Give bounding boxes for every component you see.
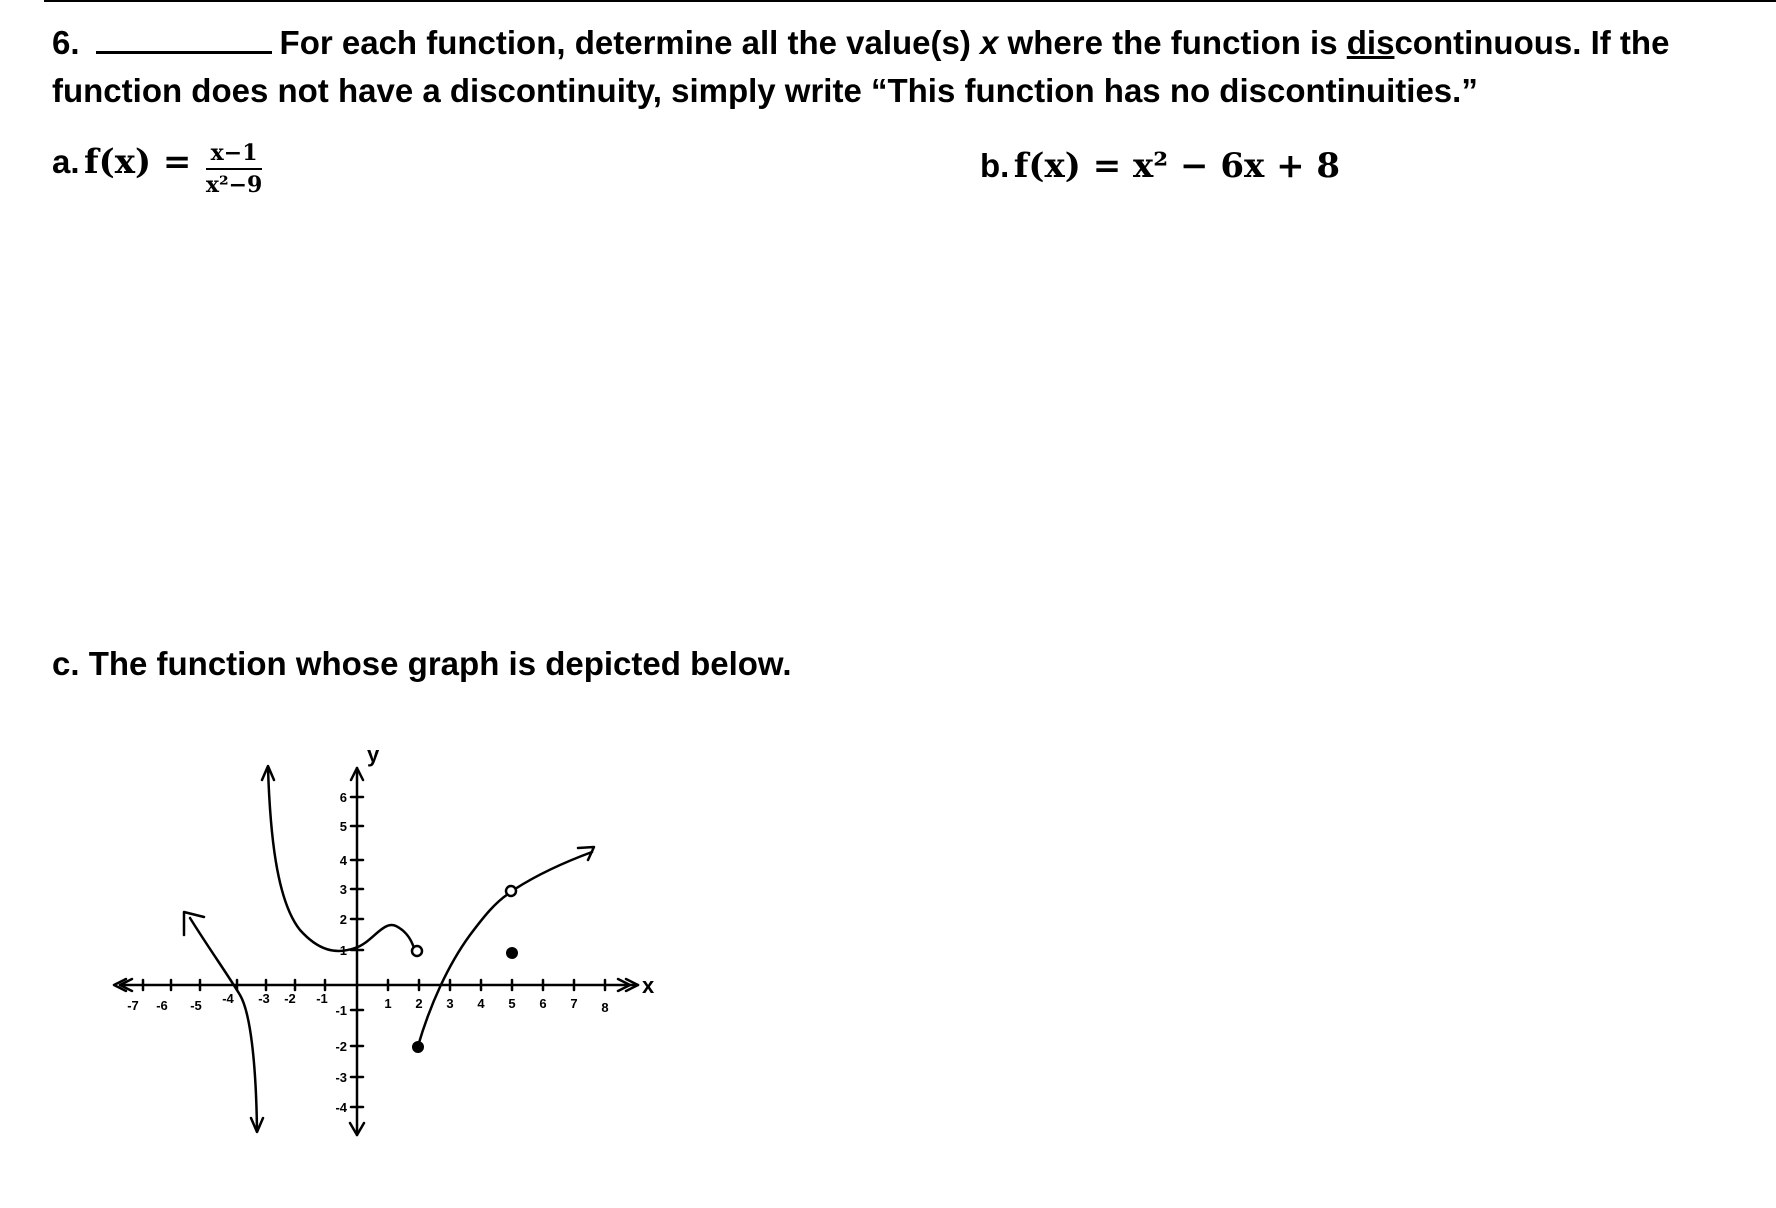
x-tick-label: -7 [127, 998, 139, 1013]
x-tick-label: -6 [156, 998, 168, 1013]
open-point-1 [412, 946, 422, 956]
instruction-text-1: For each function, determine all the value(s) [279, 24, 971, 61]
x-tick-label: -4 [222, 991, 234, 1006]
x-tick-label: 2 [415, 996, 423, 1011]
x-tick-label: 1 [384, 996, 392, 1011]
instruction-variable: x [980, 24, 999, 61]
x-tick-label: 4 [477, 996, 485, 1011]
x-tick-label: 3 [446, 996, 454, 1011]
y-tick-label: 5 [339, 819, 347, 834]
part-a-label: a. [52, 143, 80, 181]
x-tick-label: -1 [316, 991, 328, 1006]
y-tick-label: -1 [335, 1003, 347, 1018]
x-tick-labels [127, 991, 608, 1015]
x-tick-label: -5 [190, 998, 202, 1013]
x-tick-label: 5 [508, 996, 516, 1011]
y-tick-label: -3 [335, 1070, 347, 1085]
y-tick-label: 1 [339, 943, 347, 958]
y-tick-label: 3 [339, 882, 347, 897]
x-tick-label: 7 [570, 996, 578, 1011]
part-a-numerator: x−1 [206, 140, 263, 170]
y-tick-label: 2 [339, 912, 347, 927]
part-b-label: b. [980, 147, 1010, 184]
x-tick-label: -2 [284, 991, 296, 1006]
question-line-2: function does not have a discontinuity, simply write “This function has no discontinuities.” [52, 72, 1478, 109]
part-c-label: c. The function whose graph is depicted below. [52, 645, 792, 682]
question-number: 6. [52, 24, 80, 61]
curve-right-upper [515, 852, 592, 889]
instruction-text-2: where the function is [1007, 24, 1338, 61]
y-tick-label: 6 [339, 790, 347, 805]
open-point-2 [506, 886, 516, 896]
y-tick-label: -2 [335, 1039, 347, 1054]
x-tick-label: -3 [258, 991, 270, 1006]
part-a-denominator: x²−9 [205, 172, 263, 198]
x-tick-label: 8 [601, 1000, 609, 1015]
instruction-text-3: continuous. If the [1394, 24, 1670, 61]
part-a-lhs: f(x) = [83, 142, 192, 183]
instruction-underlined: dis [1346, 24, 1395, 61]
closed-point-2 [506, 947, 518, 959]
part-b-expression: f(x) = x² − 6x + 8 [1013, 146, 1341, 186]
x-tick-label: 6 [539, 996, 547, 1011]
y-tick-label: 4 [339, 853, 347, 868]
curve-right-lower [418, 894, 508, 1046]
closed-point-1 [412, 1041, 424, 1053]
y-axis-label: y [367, 742, 380, 767]
y-tick-labels [335, 790, 347, 1115]
curve-left-branch [190, 918, 257, 1130]
x-axis-label: x [642, 973, 655, 998]
y-tick-label: -4 [335, 1100, 347, 1115]
